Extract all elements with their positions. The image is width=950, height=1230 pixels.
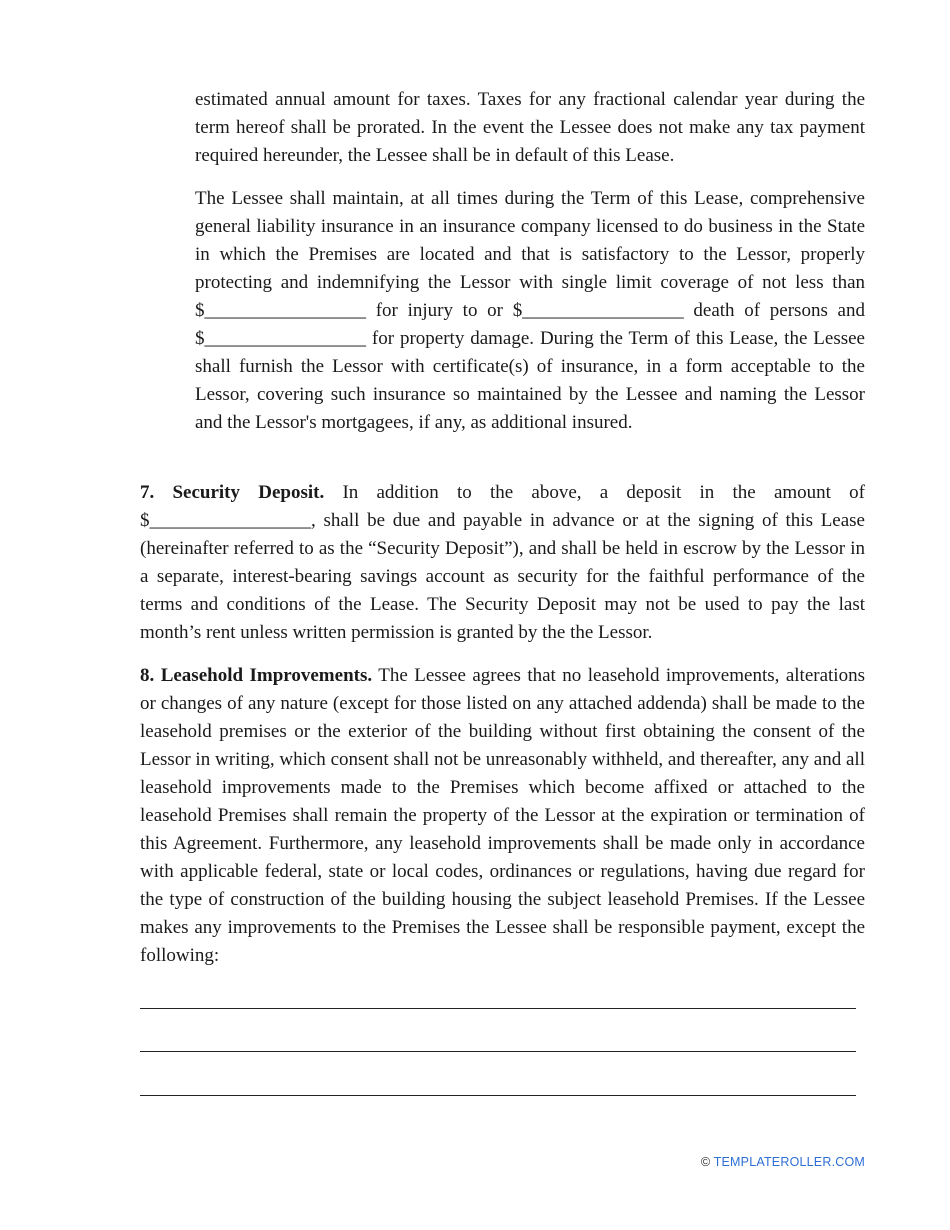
footer-brand-link[interactable]: TEMPLATEROLLER.COM xyxy=(713,1155,865,1169)
copyright-symbol: © xyxy=(700,1155,711,1169)
section-body: In addition to the above, a deposit in the amount of $_________________, shall be due and payable in advance or at the signing of this Lease (hereinafter referred to as the “Security Deposit”), and shall be held in escrow by the Lessor in a separate, interest-bearing savings account as security for the faithful performance of the terms and conditions of the Lease. The Security Deposit may not be used to pay the last month’s rent unless written permission is granted by the the Lessor. xyxy=(140,482,866,643)
section-leasehold-improvements xyxy=(140,662,865,970)
footer-credit xyxy=(701,1155,865,1169)
section-heading: 8. Leasehold Improvements. xyxy=(140,665,373,686)
blank-fill-line xyxy=(140,1051,856,1052)
paragraph-taxes: estimated annual amount for taxes. Taxes for any fractional calendar year during the term hereof shall be prorated. In the event the Lessee does not make any tax payment required hereunder, the Lessee shall be in default of this Lease. xyxy=(195,89,865,166)
section-security-deposit xyxy=(140,479,865,647)
paragraph-insurance: The Lessee shall maintain, at all times during the Term of this Lease, comprehensive general liability insurance in an insurance company licensed to do business in the State in which the Premises are located and that is satisfactory to the Lessor, properly protecting and indemnifying the Lessor with single limit coverage of not less than $_________________ for injury to or $_________________ death of persons and $_________________ for property damage. During the Term of this Lease, the Lessee shall furnish the Lessor with certificate(s) of insurance, in a form acceptable to the Lessor, covering such insurance so maintained by the Lessee and naming the Lessor and the Lessor's mortgagees, if any, as additional insured. xyxy=(195,188,865,433)
section-heading: 7. Security Deposit. xyxy=(140,482,325,503)
blank-fill-line xyxy=(140,1095,856,1096)
blank-fill-line xyxy=(140,1008,856,1009)
section-body: The Lessee agrees that no leasehold improvements, alterations or changes of any nature (except for those listed on any attached addenda) shall be made to the leasehold premises or the exterior of the building without first obtaining the consent of the Lessor in writing, which consent shall not be unreasonably withheld, and thereafter, any and all leasehold improvements made to the Premises which become affixed or attached to the leasehold Premises shall remain the property of the Lessor at the expiration or termination of this Agreement. Furthermore, any leasehold improvements shall be made only in accordance with applicable federal, state or local codes, ordinances or regulations, having due regard for the type of construction of the building housing the subject leasehold Premises. If the Lessee makes any improvements to the Premises the Lessee shall be responsible payment, except the following: xyxy=(140,665,865,966)
